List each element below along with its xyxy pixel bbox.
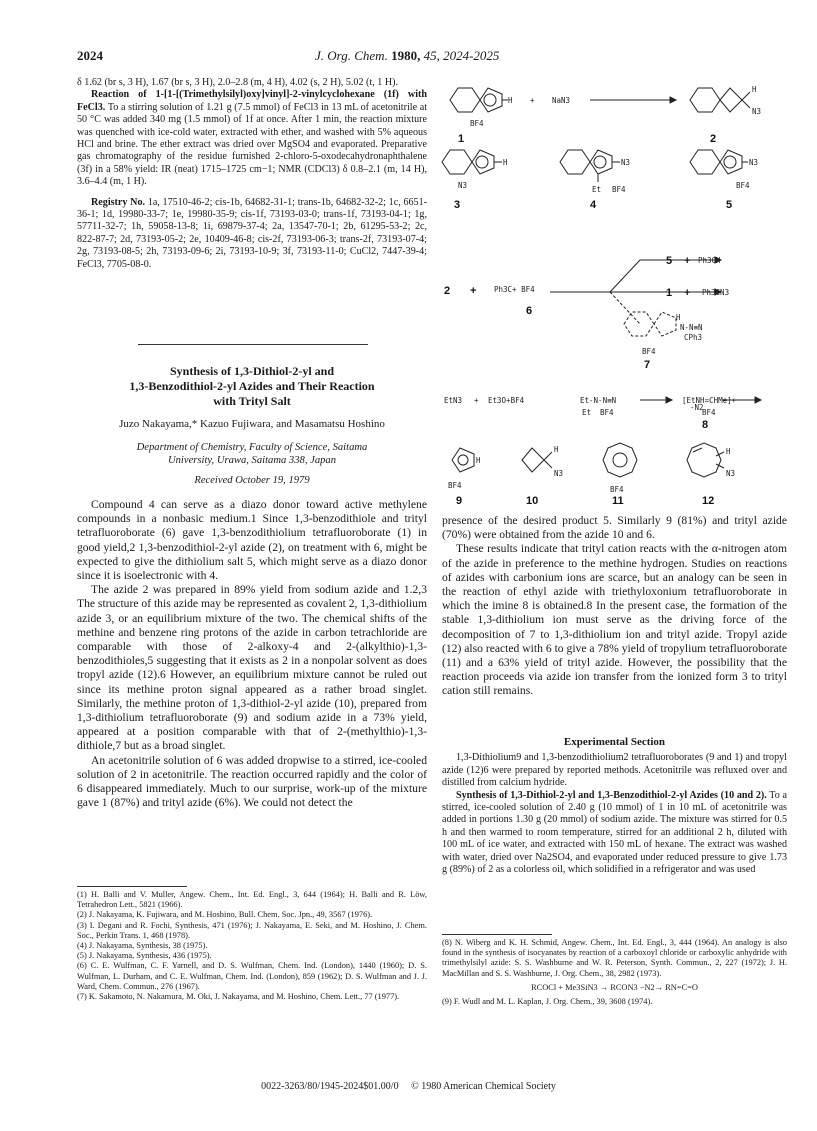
footnote: (6) C. E. Wulfman, C. F. Yarnell, and D. S. Wulfman, Chem. Ind. (London), 1440 (1960); D. S. Wulfman, L. Durham, and C. E. Wulfman, Chem. Ind. (London), 859 (1962); D. S. Wulfman and J. J. Ward, Chem. Commun., 276 (1967). xyxy=(77,961,427,991)
article-code: 0022-3263/80/1945-2024$01.00/0 xyxy=(261,1081,399,1092)
scheme-text: N3 xyxy=(458,181,468,190)
dithiolium-structure-9 xyxy=(452,448,474,472)
compound-label: 2 xyxy=(444,285,451,297)
scheme-text: + xyxy=(530,96,535,105)
footnotes-left xyxy=(77,890,427,1002)
compound-label: 4 xyxy=(590,199,597,211)
scheme-text: H xyxy=(554,445,559,454)
registry-heading: Registry No. xyxy=(91,196,146,208)
scheme-text: + xyxy=(474,396,479,405)
footnote: (4) J. Nakayama, Synthesis, 38 (1975). xyxy=(77,941,208,951)
scheme-text: H xyxy=(508,96,513,105)
footnote: (8) N. Wiberg and K. H. Schmid, Angew. Chem., Int. Ed. Engl., 3, 444 (1964). An analogy is also found in the synthesis of isocyanates by reaction of a carboxoyl chloride or carboxylic anhydride with trimethylsilyl azide: S. S. Washburne and W. R. Peterson, Synth. Commun., 2, 227 (1972); J. H. MacMillan and S. S. Washburne, J. Org. Chem., 38, 2982 (1973). xyxy=(442,938,787,978)
scheme-text: Et xyxy=(592,185,602,194)
footnote: (7) K. Sakamoto, N. Nakamura, M. Oki, J. Nakayama, and M. Hoshino, Chem. Lett., 77 (1977). xyxy=(77,992,400,1002)
experimental-heading: Experimental Section xyxy=(563,736,666,748)
tropyl-azide-structure-12 xyxy=(687,443,724,477)
scheme-text: BF4 xyxy=(470,119,484,128)
prev-reaction-text: To a stirring solution of 1.21 g (7.5 mmol) of FeCl3 in 13 mL of acetonitrile at 50 °C was added 340 mg (1.5 mmol) of 1f at once. After 1 min, the reaction mixture was quenched with ice-cold water, extracted with ether, and washed with 5% aqueous HCl and brine. The ether extract was dried over MgSO4 and evaporated. Preparative gas chromatography of the residue furnished 2-chloro-5-oxodecahydronaphthalene (3f) in a 58% yield: IR (neat) 1715–1725 cm−1; NMR (CDCl3) δ 0.8–2.1 (m, 14 H), 3.6–4.4 (m, 1 H). xyxy=(77,101,428,188)
affiliation xyxy=(77,441,427,467)
running-header xyxy=(315,48,499,64)
scheme-text: N3 xyxy=(749,158,759,167)
body-paragraph: These results indicate that trityl cation reacts with the α-nitrogen atom of the azide in preference to the methine hydrogen. Studies on reactions of azides with carbonium ions are scarce, but an analogy can be seen in the reaction of ethyl azide with triethyloxonium tetrafluoroborate in which the imine 8 is obtained.8 In the present case, the formation of the stable 1,3-dithiolium ion must serve as the driving force of the decomposition of 7 to 1,3-dithiolium ion and trityl azide. Tropyl azide (12) also reacted with 6 to give a 78% yield of tropylium tetrafluoroborate (11) and a 63% yield of trityl azide. However, the possibility that the reaction proceeds via azide ion transfer from the ionized form 3 to trityl cation still remains. xyxy=(442,542,787,698)
benzodithiolium-structure xyxy=(450,88,508,112)
prev-nmr-tail: δ 1.62 (br s, 3 H), 1.67 (br s, 3 H), 2.0–2.8 (m, 4 H), 4.02 (s, 2 H), 5.02 (t, 1 H). xyxy=(77,77,398,88)
compound-label: 2 xyxy=(710,133,717,145)
reaction-scheme xyxy=(440,72,790,512)
scheme-text: Et xyxy=(582,408,592,417)
body-paragraph: 1,3-Dithiolium9 and 1,3-benzodithiolium2 tetrafluoroborates (9 and 1) and tropyl azide (12)6 were prepared by reported methods. Acetonitrile was refluxed over and distilled from calcium hydride. xyxy=(442,752,787,789)
scheme-text: Et3O+BF4 xyxy=(488,396,525,405)
scheme-text: H xyxy=(476,456,481,465)
journal-pages: 2024-2025 xyxy=(443,48,500,63)
body-paragraph: The azide 2 was prepared in 89% yield from sodium azide and 1.2,3 The structure of this azide may be represented as covalent 2, 1,3-dithiolium azide 3, or an equilibrium mixture of the two. The chemical shifts of the methine and benzene ring protons of the azide in carbon tetrachloride are comparable with those of 2-alkoxy-4 and 2-(alkylthio)-1,3-benzodithioles,5 suggesting that it exists as 2 in a nonpolar solvent as does tropyl azide (12).6 However, an equilibrium mixture cannot be ruled out since its methine proton signal appeared as a rather broad singlet. Similarly, the methine proton of 1,3-dithiol-2-yl azide (10), prepared from 1,3-dithiolium tetrafluoroborate (9) and sodium azide in a 73% yield, appeared at a position comparable with that of 2-(methylthio)-1,3-dithiole,7 but as a broad singlet. xyxy=(77,583,427,753)
journal-volume: 45, xyxy=(423,48,440,63)
experimental-subheading: Synthesis of 1,3-Dithiol-2-yl and 1,3-Benzodithiol-2-yl Azides (10 and 2). xyxy=(456,789,767,801)
scheme-text: N-N≡N xyxy=(680,323,703,332)
authors: Juzo Nakayama,* Kazuo Fujiwara, and Masamatsu Hoshino xyxy=(119,418,385,430)
footnote: (1) H. Balli and V. Muller, Angew. Chem., Int. Ed. Engl., 3, 644 (1964); H. Balli and R. Löw, Tetrahedron Lett., 5821 (1966). xyxy=(77,890,427,910)
prev-article xyxy=(77,77,427,271)
scheme-text: CPh3 xyxy=(684,333,703,342)
experimental-section xyxy=(442,736,787,876)
scheme-text: NaN3 xyxy=(552,96,571,105)
compound-label: 1 xyxy=(458,133,465,145)
compound-label: + xyxy=(470,285,477,297)
scheme-text: BF4 xyxy=(448,481,462,490)
compound-label: 10 xyxy=(526,495,539,507)
footnote-rule xyxy=(442,934,552,935)
title-line: 1,3-Benzodithiol-2-yl Azides and Their Reaction xyxy=(129,379,375,393)
journal-year: 1980, xyxy=(391,48,421,63)
compound-label: 7 xyxy=(644,359,651,371)
footnote: (2) J. Nakayama, K. Fujiwara, and M. Hoshino, Bull. Chem. Soc. Jpn., 49, 3567 (1976). xyxy=(77,910,373,920)
compound-label: 12 xyxy=(702,495,715,507)
footnote-rule xyxy=(77,886,187,887)
scheme-text: BF4 xyxy=(610,485,624,494)
dithiolium-N3-structure xyxy=(690,150,748,174)
dithiole-azide-structure-10 xyxy=(522,448,552,472)
separator-rule xyxy=(138,344,368,345)
dithiolium-azide-structure xyxy=(442,150,502,174)
page-footer xyxy=(0,1081,817,1092)
scheme-text: BF4 xyxy=(702,408,716,417)
triazolium-structure xyxy=(560,150,620,182)
compound-label: 1 xyxy=(666,287,673,299)
affiliation-line: University, Urawa, Saitama 338, Japan xyxy=(167,455,337,466)
scheme-text: Ph3C+ BF4 xyxy=(494,285,535,294)
scheme-text: H xyxy=(503,158,508,167)
scheme-text: N3 xyxy=(554,469,564,478)
scheme-text: BF4 xyxy=(736,181,750,190)
scheme-text: H xyxy=(752,85,757,94)
title-line: Synthesis of 1,3-Dithiol-2-yl and xyxy=(169,364,335,378)
body-paragraph: An acetonitrile solution of 6 was added dropwise to a stirred, ice-cooled solution of 2 in acetonitrile. The reaction occurred rapidly and the color of 6 disappeared immediately. Much to our surprise, work-up of the mixture gave 1 (87%) and trityl azide (6%). We could not detect the xyxy=(77,753,427,810)
scheme-text: N3 xyxy=(621,158,631,167)
benzodithiole-azide-structure xyxy=(690,88,750,112)
compound-label: + xyxy=(684,255,691,267)
compound-label: 9 xyxy=(456,495,463,507)
scheme-text: N3 xyxy=(752,107,762,116)
scheme-text: BF4 xyxy=(642,347,656,356)
arrow-head xyxy=(670,97,676,103)
registry-text: 1a, 17510-46-2; cis-1b, 64682-31-1; trans-1b, 64682-32-2; 1c, 6651-36-1; 1d, 19980-33-7; 1e, 19980-35-9; cis-1f, 73193-03-0; trans-1f, 73193-04-1; 1g, 57711-32-7; 1h, 59058-13-8; 1i, 69879-37-4; 2a, 13547-70-1; 2b, 61295-53-2; 2c, 822-87-7; 2d, 73193-05-2; 2e, 10409-46-8; cis-2f, 73193-06-3; trans-2f, 73193-07-4; 2g, 73193-08-5; 2h, 73193-09-6; 2i, 73193-10-9; 3f, 73193-11-0; CuCl2, 7447-39-4; FeCl3, 7705-08-0. xyxy=(77,196,427,270)
compound-label: + xyxy=(684,287,691,299)
scheme-text: EtN3 xyxy=(444,396,463,405)
footnote: (9) F. Wudl and M. L. Kaplan, J. Org. Chem., 39, 3608 (1974). xyxy=(442,997,653,1007)
affiliation-line: Department of Chemistry, Faculty of Science, Saitama xyxy=(136,442,368,453)
scheme-text: Ph3CH xyxy=(698,256,721,265)
compound-label: 5 xyxy=(666,255,673,267)
compound-label: 8 xyxy=(702,419,709,431)
scheme-text: [EtNH=CHMe]+ xyxy=(682,396,737,405)
body-paragraph: presence of the desired product 5. Similarly 9 (81%) and trityl azide (70%) were obtained from the azide 10 and 6. xyxy=(442,514,787,542)
scheme-text: H xyxy=(726,447,731,456)
prev-reaction-heading: Reaction of 1-[1-[(Trimethylsilyl)oxy]vinyl]-2-vinylcyclohexane (1f) with FeCl3. xyxy=(77,89,427,113)
scheme-text: H xyxy=(676,313,681,322)
body-paragraph: To a stirred, ice-cooled solution of 2.40 g (10 mmol) of 1 in 10 mL of acetonitrile was added in portions 1.30 g (20 mmol) of sodium azide. The mixture was stirred for 0.5 h and then warmed to room temperature, stirred for an additional 2 h, diluted with 100 mL of ice water, and extracted with 150 mL of hexane. The extract was washed with water, dried over Na2SO4, and evaporated under reduced pressure to give 1.73 g (89%) of 2 as a colorless oil, which solidified in a refrigerator and was used xyxy=(442,789,787,876)
journal-name: J. Org. Chem. xyxy=(315,48,388,63)
article-body-right xyxy=(442,514,787,699)
footnote: (5) J. Nakayama, Synthesis, 436 (1975). xyxy=(77,951,212,961)
scheme-text: N3 xyxy=(726,469,736,478)
compound-label: 6 xyxy=(526,305,533,317)
footnote: (3) I. Degani and R. Fochi, Synthesis, 471 (1976); J. Nakayama, E. Seki, and M. Hoshino, J. Chem. Soc., Perkin Trans. 1, 468 (1978). xyxy=(77,920,427,940)
footnotes-right xyxy=(442,938,787,1007)
scheme-text: Ph3CN3 xyxy=(702,288,730,297)
received-date: Received October 19, 1979 xyxy=(194,475,310,486)
title-line: with Trityl Salt xyxy=(213,394,291,408)
compound-label: 3 xyxy=(454,199,461,211)
footnote-equation: RCOCl + Me3SiN3 → RCON3 −N2→ RN=C=O xyxy=(531,982,698,992)
article-body-left xyxy=(77,498,427,810)
tropylium-structure-11 xyxy=(603,443,637,477)
scheme-text: BF4 xyxy=(612,185,626,194)
article-title xyxy=(77,364,427,409)
compound-label: 5 xyxy=(726,199,733,211)
compound-label: 11 xyxy=(612,495,624,507)
scheme-text: -N2 xyxy=(690,403,704,412)
scheme-text: BF4 xyxy=(600,408,614,417)
page-number: 2024 xyxy=(77,48,103,63)
scheme-text: Et-N-N≡N xyxy=(580,396,617,405)
copyright: © 1980 American Chemical Society xyxy=(411,1081,556,1092)
body-paragraph: Compound 4 can serve as a diazo donor toward active methylene compounds in a nonbasic medium.1 Since 1,3-benzodithiole and trityl tetrafluoroborate (6) gave 1,3-benzodithiolium tetrafluoroborate (1) in good yield,2 1,3-benzodithiol-2-yl azide (2), on treatment with 6, might be expected to give the dithiolium salt 5, which might serve as a diazo donor since it is isoelectronic with 4. xyxy=(77,498,427,583)
